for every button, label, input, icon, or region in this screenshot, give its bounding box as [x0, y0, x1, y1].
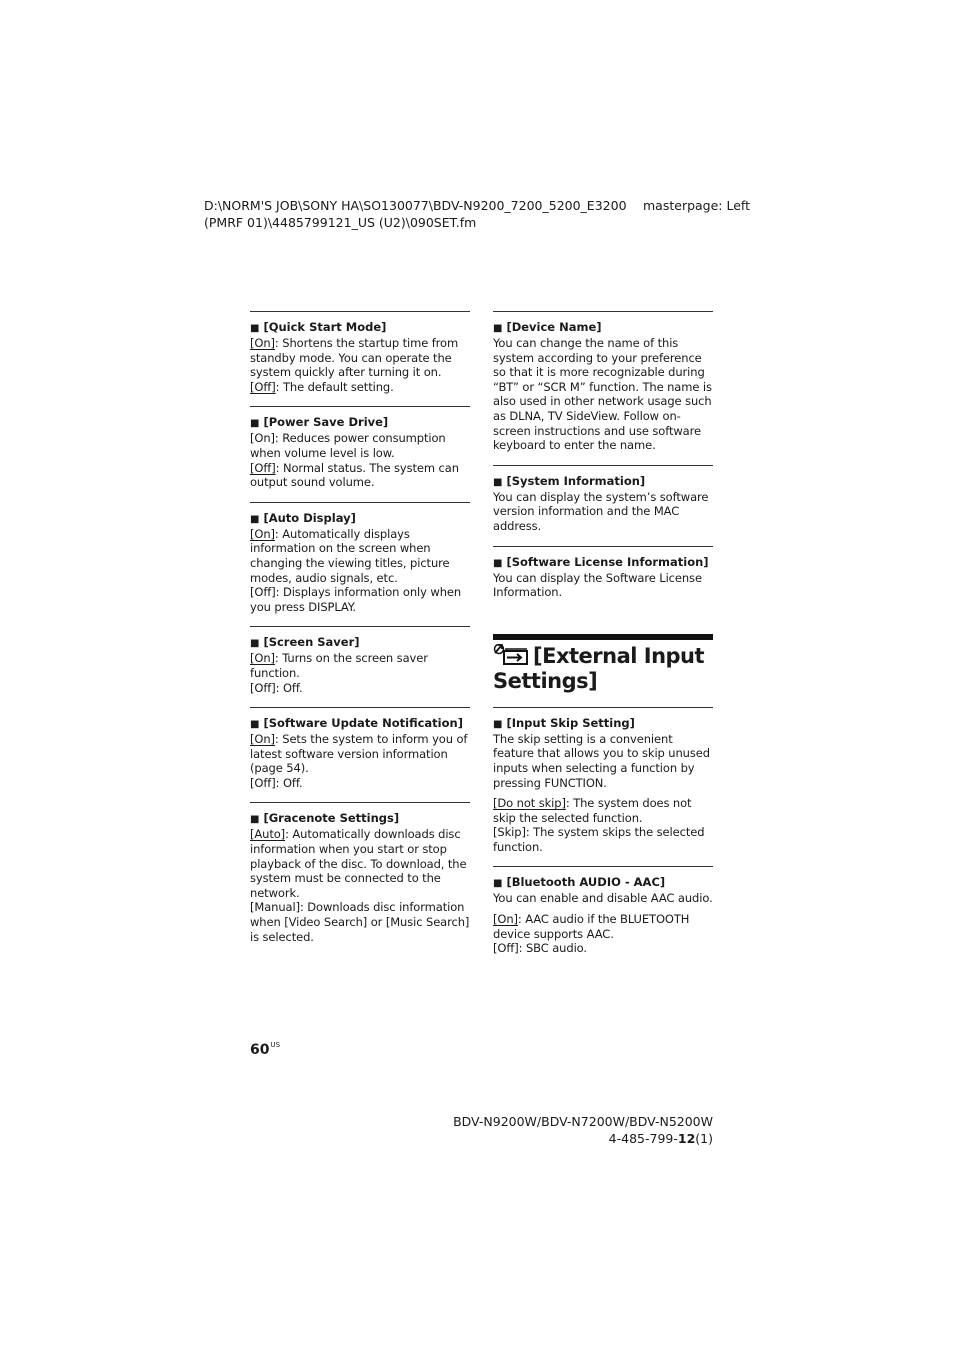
right-column	[493, 311, 713, 968]
section-input-skip-setting	[493, 708, 713, 867]
option-do-not-skip: [Do not skip]: The system does not skip the selected function.	[493, 796, 692, 825]
external-input-settings-heading	[493, 634, 713, 708]
section-text: The skip setting is a convenient feature that allows you to skip unused inputs when selecting a function by pressing FUNCTION.	[493, 731, 710, 790]
section-software-update-notification	[250, 707, 470, 802]
section-title: ■ [Auto Display]	[250, 510, 356, 525]
section-gracenote-settings	[250, 802, 470, 956]
masterpage-label: masterpage: Left	[643, 198, 751, 213]
option-on: [On]: Shortens the startup time from standby mode. You can operate the system quickly after turning it on.	[250, 336, 459, 380]
section-screen-saver	[250, 626, 470, 707]
section-title: ■ [Software Update Notification]	[250, 716, 463, 731]
file-path-line-2: (PMRF 01)\4485799121_US (U2)\090SET.fm	[204, 215, 477, 230]
section-device-name	[493, 311, 713, 465]
option-off: [Off]: Off.	[250, 775, 303, 790]
option-off: [Off]: Off.	[250, 680, 303, 695]
section-title: ■ [System Information]	[493, 473, 646, 488]
section-title: ■ [Bluetooth AUDIO - AAC]	[493, 875, 666, 890]
model-names: BDV-N9200W/BDV-N7200W/BDV-N5200W	[453, 1114, 713, 1129]
option-off: [Off]: SBC audio.	[493, 941, 587, 956]
section-quick-start-mode	[250, 311, 470, 406]
section-title: ■ [Screen Saver]	[250, 635, 360, 650]
part-number: 4-485-799-12(1)	[608, 1131, 713, 1146]
option-skip: [Skip]: The system skips the selected function.	[493, 825, 705, 854]
option-off: [Off]: Displays information only when you press DISPLAY.	[250, 585, 462, 614]
section-power-save-drive	[250, 406, 470, 501]
section-bluetooth-audio-aac	[493, 866, 713, 967]
section-title: ■ [Software License Information]	[493, 554, 709, 569]
option-auto: [Auto]: Automatically downloads disc information when you start or stop playback of the disc. To download, the system must be connected to the network.	[250, 827, 467, 900]
model-info	[453, 1113, 713, 1147]
section-text: You can enable and disable AAC audio.	[493, 891, 713, 906]
section-auto-display	[250, 502, 470, 627]
option-on: [On]: AAC audio if the BLUETOOTH device supports AAC.	[493, 912, 690, 941]
external-input-icon	[493, 644, 529, 666]
file-path	[204, 197, 627, 231]
section-system-information	[493, 465, 713, 546]
section-title: ■ [Input Skip Setting]	[493, 715, 635, 730]
section-title: ■ [Quick Start Mode]	[250, 320, 387, 334]
section-text: You can display the system’s software version information and the MAC address.	[493, 489, 709, 533]
option-on: [On]: Turns on the screen saver function.	[250, 651, 428, 680]
chapter-title: [External Input Settings]	[493, 643, 705, 693]
section-title: ■ [Device Name]	[493, 320, 602, 334]
option-on: [On]: Sets the system to inform you of latest software version information (page 54).	[250, 732, 468, 776]
option-manual: [Manual]: Downloads disc information when [Video Search] or [Music Search] is selected.	[250, 900, 470, 944]
file-path-line-1: D:\NORM'S JOB\SONY HA\SO130077\BDV-N9200_7200_5200_E3200	[204, 198, 627, 213]
option-on: [On]: Automatically displays information on the screen when changing the viewing titles, picture modes, audio signals, etc.	[250, 526, 450, 585]
section-text: You can change the name of this system according to your preference so that it is more recognizable during “BT” or “SCR M” function. The name is also used in other network usage such as DLNA, TV SideView. Follow on-screen instructions and use software keyboard to enter the name.	[493, 336, 712, 453]
left-column	[250, 311, 470, 956]
page-number: $60^{US}$	[250, 1041, 281, 1058]
option-on: [On]: Reduces power consumption when volume level is low.	[250, 431, 446, 460]
option-off: [Off]: The default setting.	[250, 379, 394, 394]
section-title: ■ [Power Save Drive]	[250, 415, 389, 430]
section-software-license-information	[493, 546, 713, 634]
option-off: [Off]: Normal status. The system can output sound volume.	[250, 460, 459, 490]
section-text: You can display the Software License Information.	[493, 570, 702, 600]
section-title: ■ [Gracenote Settings]	[250, 811, 400, 826]
